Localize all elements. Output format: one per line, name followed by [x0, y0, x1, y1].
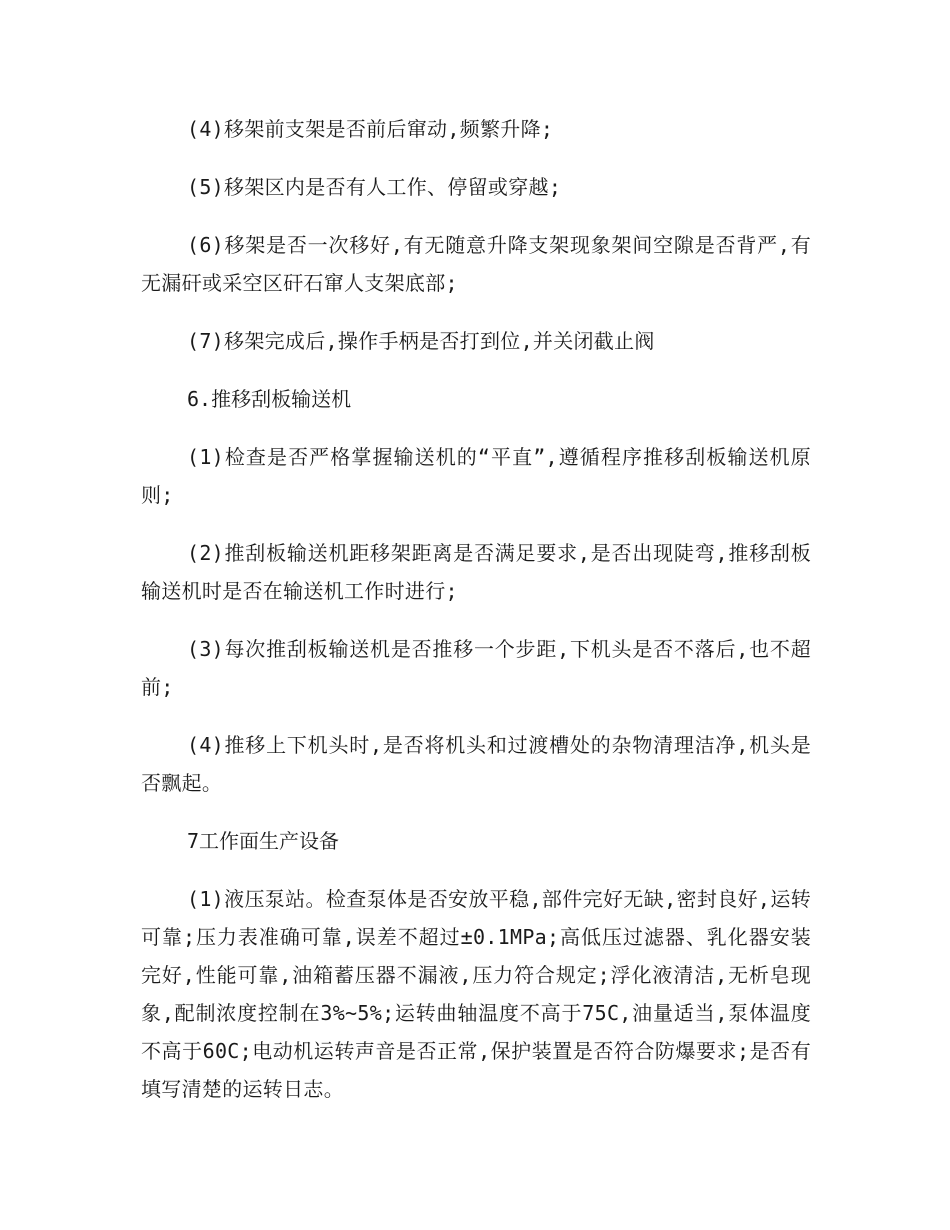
paragraph-item-5-move-area: (5)移架区内是否有人工作、停留或穿越;	[187, 175, 562, 199]
section-heading-6: 6.推移刮板输送机	[187, 387, 352, 411]
paragraph-item-6-move-once: (6)移架是否一次移好,有无随意升降支架现象架间空隙是否背严,有无漏矸或采空区矸石窜人支架底部;	[141, 233, 811, 295]
paragraph-equipment-item-1: (1)液压泵站。检查泵体是否安放平稳,部件完好无缺,密封良好,运转可靠;压力表准确可靠,误差不超过±0.1MPa;高低压过滤器、乳化器安装完好,性能可靠,油箱蓄压器不漏液,压力符合规定;浮化液清洁,无析皂现象,配制浓度控制在3%~5%;运转曲轴温度不高于75C,油量适当,泵体温度不高于60C;电动机运转声音是否正常,保护装置是否符合防爆要求;是否有填写清楚的运转日志。	[141, 887, 811, 1101]
document-body	[141, 110, 811, 1128]
section-heading-7: 7工作面生产设备	[187, 829, 340, 853]
paragraph-item-7-move-complete: (7)移架完成后,操作手柄是否打到位,并关闭截止阀	[187, 329, 655, 353]
paragraph-conveyor-item-3: (3)每次推刮板输送机是否推移一个步距,下机头是否不落后,也不超前;	[141, 637, 811, 699]
paragraph-conveyor-item-4: (4)推移上下机头时,是否将机头和过渡槽处的杂物清理洁净,机头是否飘起。	[141, 733, 811, 795]
paragraph-item-4-move-frame: (4)移架前支架是否前后窜动,频繁升降;	[187, 117, 554, 141]
paragraph-conveyor-item-2: (2)推刮板输送机距移架距离是否满足要求,是否出现陡弯,推移刮板输送机时是否在输送机工作时进行;	[141, 541, 811, 603]
paragraph-conveyor-item-1: (1)检查是否严格掌握输送机的“平直”,遵循程序推移刮板输送机原则;	[141, 445, 811, 507]
